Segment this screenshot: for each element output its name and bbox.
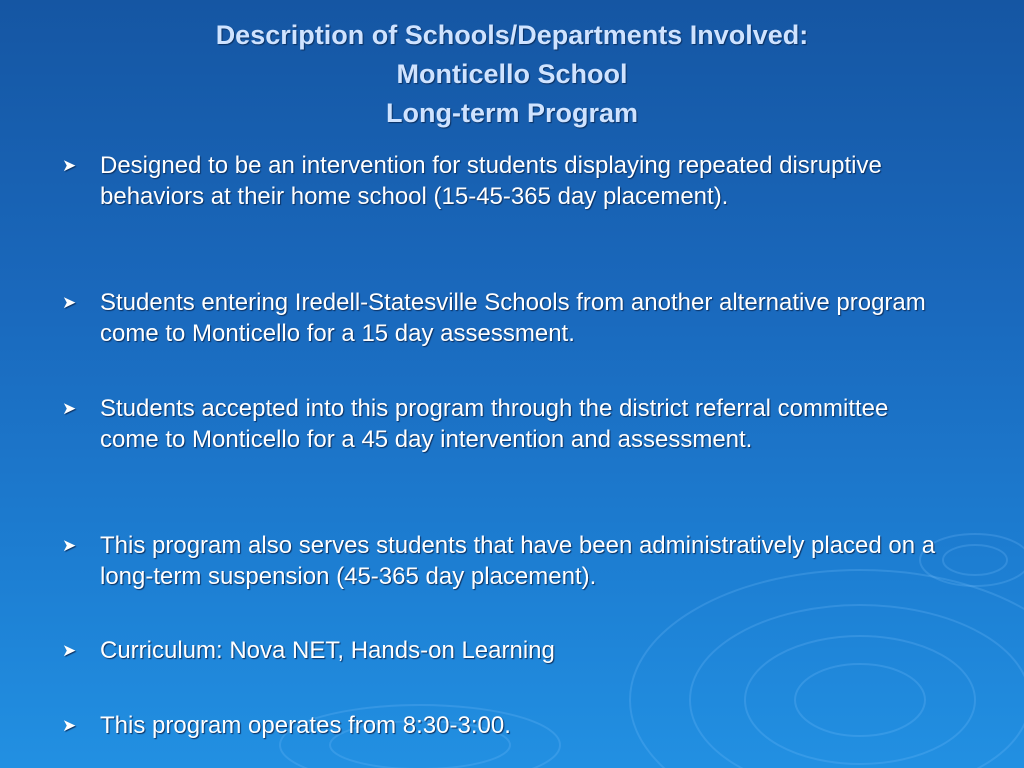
arrow-bullet-icon: ➤ [62, 156, 77, 175]
bullet-text: Students entering Iredell-Statesville Schools from another alternative program come to Monticello for a 15 day assessment. [100, 289, 926, 347]
title-line-2: Monticello School [396, 59, 628, 89]
bullet-text: Curriculum: Nova NET, Hands-on Learning [100, 637, 555, 664]
title-line-1: Description of Schools/Departments Involved: [215, 20, 809, 50]
list-item [62, 710, 942, 741]
list-item [62, 635, 942, 666]
bullet-text: This program also serves students that have been administratively placed on a long-term suspension (45-365 day placement). [100, 532, 936, 590]
bullet-text: Students accepted into this program through the district referral committee come to Monticello for a 45 day intervention and assessment. [100, 395, 889, 453]
bullet-text: Designed to be an intervention for students displaying repeated disruptive behaviors at their home school (15-45-365 day placement). [100, 152, 882, 210]
arrow-bullet-icon: ➤ [62, 293, 77, 312]
list-item [62, 287, 942, 349]
arrow-bullet-icon: ➤ [62, 641, 77, 660]
list-item [62, 150, 942, 212]
list-item [62, 530, 942, 592]
arrow-bullet-icon: ➤ [62, 399, 77, 418]
bullet-text: This program operates from 8:30-3:00. [100, 712, 511, 739]
title-line-3: Long-term Program [385, 98, 639, 128]
arrow-bullet-icon: ➤ [62, 536, 77, 555]
arrow-bullet-icon: ➤ [62, 716, 77, 735]
list-item [62, 393, 942, 455]
